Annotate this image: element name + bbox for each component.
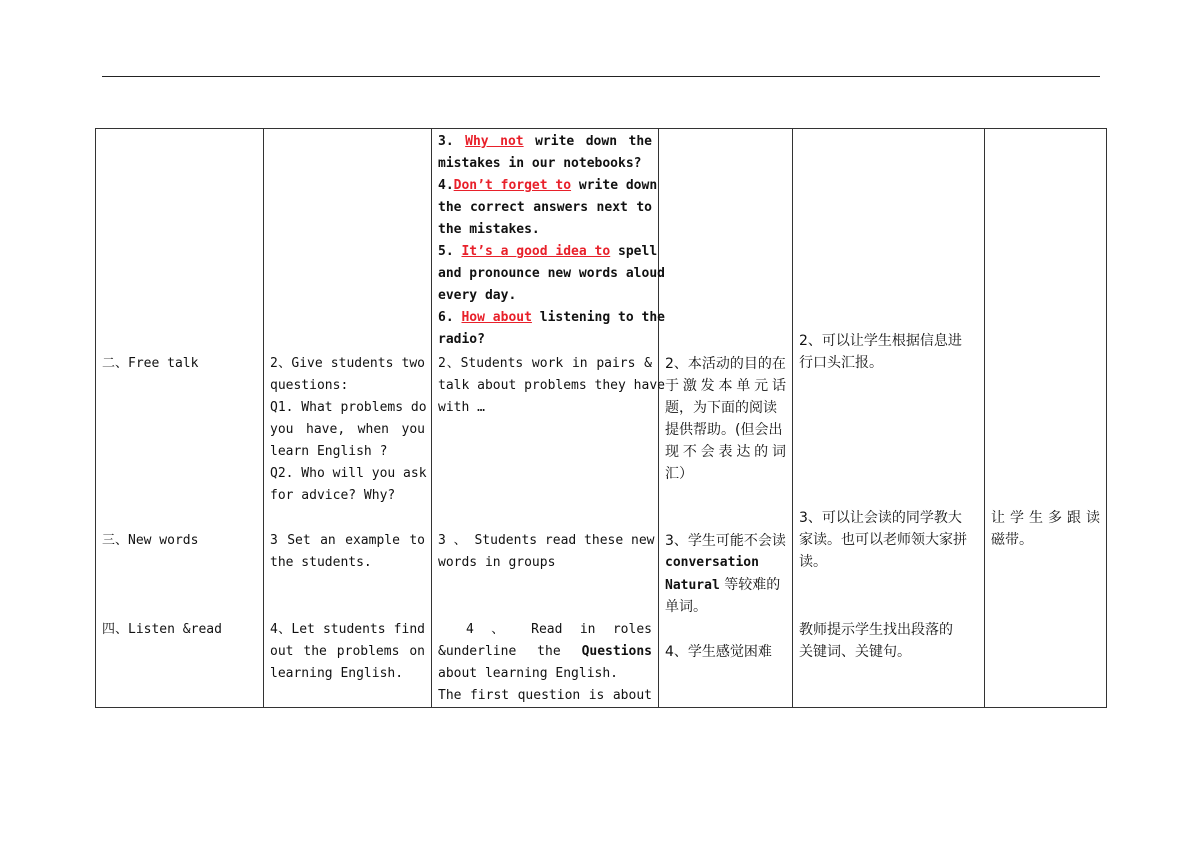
sentence-line: every day. bbox=[438, 288, 517, 303]
purpose-free-talk-line: 于激发本单元话 bbox=[665, 378, 786, 394]
teacher-free-talk-line: 2、Give students two bbox=[270, 356, 425, 371]
teacher-free-talk-line: for advice? Why? bbox=[270, 488, 396, 503]
purpose-new-words-line: 3、学生可能不会读 bbox=[665, 533, 786, 549]
step-free-talk: 二、Free talk bbox=[102, 356, 199, 371]
lesson-plan-table bbox=[95, 128, 1107, 708]
notes-new-words-line: 家读。也可以老师领大家拼 bbox=[799, 532, 967, 548]
notes-free-talk-line: 2、可以让学生根据信息进 bbox=[799, 333, 962, 349]
sentence-line: 6. How about listening to the bbox=[438, 310, 665, 325]
remarks-new-words-line: 让学生多跟读 bbox=[991, 510, 1100, 526]
teacher-new-words-line: 3 Set an example to bbox=[270, 533, 425, 548]
purpose-new-words-line: Natural 等较难的 bbox=[665, 577, 781, 593]
student-listen-read-line: The first question is about bbox=[438, 688, 652, 703]
purpose-column bbox=[659, 129, 793, 708]
student-free-talk-line: talk about problems they have bbox=[438, 378, 665, 393]
key-phrase: Why not bbox=[465, 134, 524, 149]
student-free-talk-line: with … bbox=[438, 400, 485, 415]
teacher-free-talk-line: Q2. Who will you ask bbox=[270, 466, 427, 481]
sentence-line: 3. Why not write down the bbox=[438, 134, 653, 149]
sentence-line: the correct answers next to bbox=[438, 200, 652, 215]
sentence-line: radio? bbox=[438, 332, 485, 347]
student-new-words-line: words in groups bbox=[438, 555, 556, 570]
teacher-free-talk-line: Q1. What problems do bbox=[270, 400, 427, 415]
remarks-column bbox=[985, 129, 1107, 708]
step-new-words: 三、New words bbox=[102, 533, 199, 548]
remarks-new-words-line: 磁带。 bbox=[991, 532, 1033, 548]
sentence-line: and pronounce new words aloud bbox=[438, 266, 665, 281]
purpose-new-words-line: 单词。 bbox=[665, 599, 707, 615]
notes-free-talk-line: 行口头汇报。 bbox=[799, 355, 883, 371]
purpose-free-talk-line: 汇） bbox=[665, 466, 693, 482]
notes-column bbox=[793, 129, 985, 708]
purpose-listen-read-line: 4、学生感觉困难 bbox=[665, 644, 772, 660]
notes-new-words-line: 3、可以让会读的同学教大 bbox=[799, 510, 962, 526]
sentence-line: 4.Don’t forget to write down bbox=[438, 178, 658, 193]
sentence-line: mistakes in our notebooks? bbox=[438, 156, 642, 171]
key-phrase: It’s a good idea to bbox=[461, 244, 611, 259]
student-listen-read-line: about learning English. bbox=[438, 666, 619, 681]
teacher-listen-read-line: learning English. bbox=[270, 666, 404, 681]
teacher-new-words-line: the students. bbox=[270, 555, 372, 570]
teacher-listen-read-line: out the problems on bbox=[270, 644, 425, 659]
key-phrase: How about bbox=[461, 310, 532, 325]
teacher-free-talk-line: questions: bbox=[270, 378, 349, 393]
purpose-free-talk-line: 题，为下面的阅读 bbox=[665, 400, 777, 416]
teacher-free-talk-line: learn English ? bbox=[270, 444, 388, 459]
purpose-free-talk-line: 现不会表达的词 bbox=[665, 444, 786, 460]
purpose-new-words-line: conversation bbox=[665, 555, 759, 570]
notes-listen-read-line: 教师提示学生找出段落的 bbox=[799, 622, 953, 638]
student-free-talk-line: 2、Students work in pairs & bbox=[438, 356, 652, 371]
step-column bbox=[96, 129, 264, 708]
teacher-listen-read-line: 4、Let students find bbox=[270, 622, 425, 637]
student-new-words-line: 3 、 Students read these new bbox=[438, 533, 655, 548]
sentence-line: 5. It’s a good idea to spell bbox=[438, 244, 658, 259]
header-rule bbox=[102, 76, 1100, 77]
purpose-free-talk-line: 2、本活动的目的在 bbox=[665, 356, 786, 372]
step-listen-read: 四、Listen &read bbox=[102, 622, 222, 637]
notes-listen-read-line: 关键词、关键句。 bbox=[799, 644, 911, 660]
key-phrase: Don’t forget to bbox=[453, 178, 572, 193]
notes-new-words-line: 读。 bbox=[799, 554, 827, 570]
student-listen-read-line: 4 、 Read in roles bbox=[466, 622, 652, 637]
purpose-free-talk-line: 提供帮助。(但会出 bbox=[665, 422, 783, 438]
student-activity-column bbox=[432, 129, 665, 708]
teacher-activity-column bbox=[264, 129, 432, 708]
student-listen-read-line: &underline the Questions bbox=[438, 644, 653, 659]
sentence-line: the mistakes. bbox=[438, 222, 540, 237]
teacher-free-talk-line: you have, when you bbox=[270, 422, 425, 437]
